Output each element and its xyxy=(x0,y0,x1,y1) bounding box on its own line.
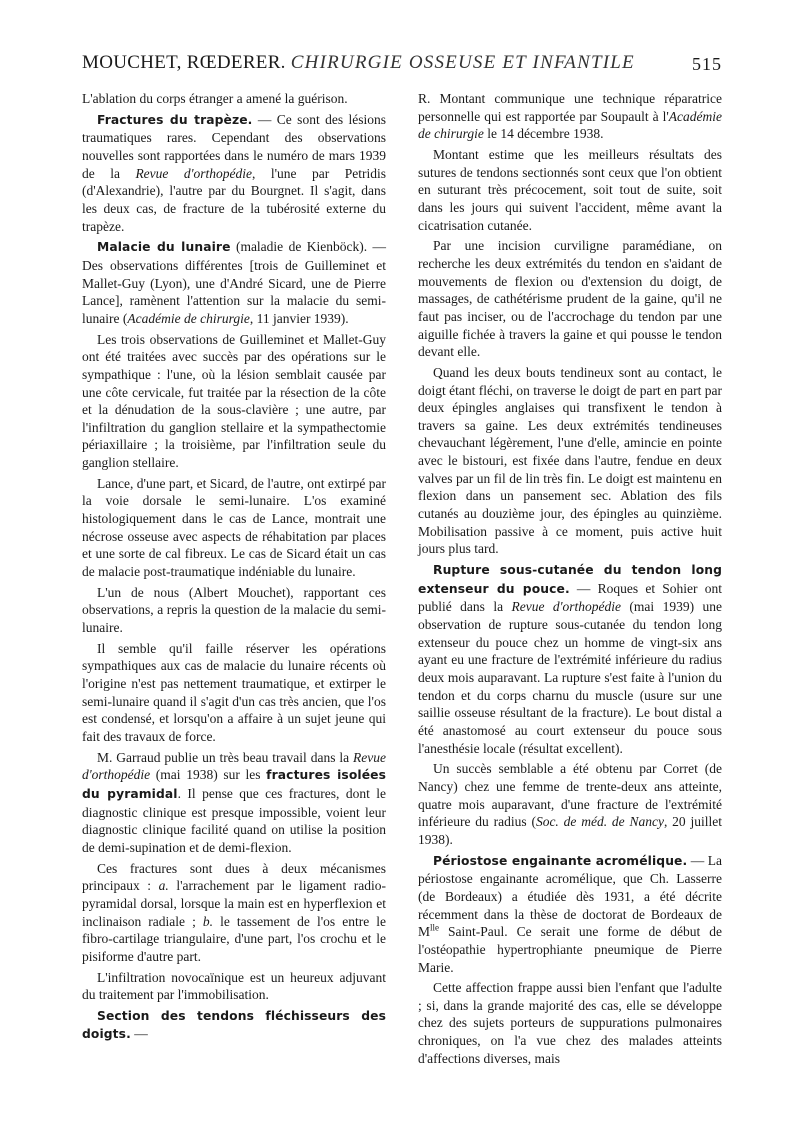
journal-citation: Académie de chirurgie xyxy=(418,108,722,142)
paragraph-text: — Roques et Sohier ont publié dans la xyxy=(418,580,722,615)
journal-citation: Soc. de méd. de Nancy xyxy=(535,814,664,830)
paragraph-text: L'un de nous (Albert Mouchet), rapportant ces observations, a repris la question de la malacie du semi-lunaire. xyxy=(82,584,386,636)
paragraph-text: , 11 janvier 1939). xyxy=(249,310,349,326)
paragraph-text: M. Garraud publie un très beau travail dans la xyxy=(97,749,354,765)
paragraph-text: l'arrachement par le ligament radio-pyramidal dorsal, lorsque la main est en hyperflexion et inclinaison radiale ; xyxy=(82,878,386,929)
paragraph-text: (maladie de Kienböck). — Des observations différentes [trois de Guilleminet et Mallet-Guy (Lyon), une d'André Sicard, une de Pierre Lance], ramènent l'attention sur la malacie du semi-lunaire ( xyxy=(82,239,386,326)
paragraph-text: L'infiltration novocaïnique est un heureux adjuvant du traitement par l'immobilisation. xyxy=(82,969,386,1003)
journal-citation: Revue d'orthopédie xyxy=(135,165,253,181)
journal-citation: Revue d'orthopédie xyxy=(82,749,386,783)
section-periostose xyxy=(418,852,722,977)
paragraph xyxy=(418,979,722,1067)
paragraph-text: (mai 1938) sur les xyxy=(150,767,267,783)
right-column xyxy=(418,90,722,1070)
header-journal-title: CHIRURGIE OSSEUSE ET INFANTILE xyxy=(290,52,635,73)
paragraph xyxy=(82,584,386,637)
paragraph-text: . Il pense que ces fractures, dont le diagnostic clinique est presque impossible, voient leur diagnostic clinique facilité quand on utilise la position de demi-supination et de demi-flexion. xyxy=(82,785,386,855)
header-authors: MOUCHET, RŒDERER. xyxy=(82,52,286,73)
section-fractures-trapeze xyxy=(82,111,386,236)
paragraph xyxy=(418,364,722,558)
section-heading: Rupture sous-cutanée du tendon long extenseur du pouce. xyxy=(418,563,722,596)
paragraph xyxy=(82,90,386,108)
paragraph xyxy=(82,860,386,966)
paragraph-text: , 20 juillet 1938). xyxy=(418,814,722,847)
superscript: lle xyxy=(430,922,440,933)
paragraph xyxy=(82,640,386,746)
paragraph xyxy=(82,331,386,472)
paragraph-text: Les trois observations de Guilleminet et Mallet-Guy ont été traitées avec succès par des opérations sur le sympathique : l'une, où la lésion semblait causée par une côte cervicale, fut traitée par la résection de la côte et la dénudation de la sous-clavière ; une autre, par l'infiltration du ganglion stellaire et la sympathectomie périaxillaire ; la troisième, par l'infiltration seule du ganglion stellaire. xyxy=(82,331,386,471)
paragraph-text: le tassement de l'os entre le fibro-cartilage triangulaire, d'une part, l'os crochu et le pisiforme d'autre part. xyxy=(82,913,386,964)
paragraph-text: Lance, d'une part, et Sicard, de l'autre, ont extirpé par la voie dorsale le semi-lunaire. L'os examiné histologiquement dans le cas de Lance, montrait une nécrose osseuse avec aspects de réhabitation par places et une sorte de cal fibreux. Le cas de Sicard était un cas de malacie post-traumatique indéniable du lunaire. xyxy=(82,475,386,580)
paragraph-text: , l'une par Petridis (d'Alexandrie), l'autre par du Bourgnet. Il s'agit, dans les deux cas, de fracture de la tubérosité externe du trapèze. xyxy=(82,165,386,234)
left-column xyxy=(82,90,386,1047)
journal-citation: Revue d'orthopédie xyxy=(511,599,622,615)
section-tendons-flechisseurs xyxy=(82,1007,386,1044)
paragraph-text: — Ce sont des lésions traumatiques rares. Cependant des observations nouvelles sont rapportées dans le numéro de mars 1939 de la xyxy=(82,111,386,181)
list-marker: b. xyxy=(202,913,214,929)
paragraph-text: L'ablation du corps étranger a amené la guérison. xyxy=(82,91,348,106)
section-heading: Fractures du trapèze. xyxy=(97,112,253,127)
paragraph-text: Saint-Paul. Ce serait une forme de début de l'ostéopathie hypertrophiante pneumique de Pierre Marie. xyxy=(418,924,722,975)
paragraph-text: (mai 1939) une observation de rupture sous-cutanée du tendon long extenseur du pouce chez un homme de vingt-six ans ayant eu une fracture de l'extrémité inférieure du radius deux mois auparavant. La rupture s'est faite à l'union du tendon et du corps charnu du muscle (usure sur une saillie osseuse résultant de la fracture). Le bout distal a été anastomosé au court extenseur du pouce sous l'anesthésie locale (résultat excellent). xyxy=(418,599,722,756)
section-heading: fractures isolées du pyramidal xyxy=(82,768,386,801)
paragraph-text: Un succès semblable a été obtenu par Corret (de Nancy) chez une femme de trente-deux ans atteinte, quatre mois auparavant, d'une fracture de l'extrémité inférieure du radius ( xyxy=(418,761,722,830)
paragraph xyxy=(418,760,722,848)
paragraph-text: Par une incision curviligne paramédiane, on recherche les deux extrémités du tendon en s'aidant de mouvements de flexion ou d'extension du doigt, de massages, de cathétérisme prudent de la gaine, qu'il ne faut pas inciser, ou de l'accrochage du tendon par une aiguille fichée à travers la gaine et qui pousse le tendon devant elle. xyxy=(418,238,722,360)
paragraph-text: Il semble qu'il faille réserver les opérations sympathiques aux cas de malacie du lunaire récents où l'origine n'est pas nettement traumatique, et extirper le semi-lunaire quand il s'agit d'un cas très ancien, que l'os est condensé, et lorsqu'on a affaire à un sujet jeune qui fait des travaux de force. xyxy=(82,640,386,744)
paragraph-text: Quand les deux bouts tendineux sont au contact, le doigt étant fléchi, on traverse le doigt de part en part par deux épingles anglaises qui transfixent le tendon à travers sa gaine. Les deux extrémités tendineuses chevauchant légèrement, l'une d'elle, amincie en pointe avec le bistouri, est fixée dans l'autre, fendue en deux valves par un fil de lin très fin. Le doigt est maintenu en flexion dans un pansement sec. Ablation des fils cutanés au douzième jour, des épingles au quinzième. Mobilisation passive à ce moment, puis active huit jours plus tard. xyxy=(418,364,722,557)
paragraph-text: Montant estime que les meilleurs résultats des sutures de tendons sectionnés sont ceux que l'on obtient en suturant très précocement, soit tout de suite, soit dans les jours qui suivent l'accident, même avant la cicatrisation cutanée. xyxy=(418,146,722,233)
paragraph xyxy=(418,90,722,143)
section-heading: Section des tendons fléchisseurs des doigts. xyxy=(82,1008,386,1042)
list-marker: a. xyxy=(158,878,169,894)
paragraph xyxy=(82,749,386,857)
paragraph-text: Cette affection frappe aussi bien l'enfant que l'adulte ; si, dans la grande majorité des cas, elle se développe chez des sujets porteurs de suppurations pulmonaires chroniques, on l'a vue chez des malades atteints d'affections diverses, mais xyxy=(418,980,722,1066)
running-header xyxy=(82,52,722,82)
section-rupture-tendon xyxy=(418,561,722,757)
paragraph-text: R. Montant communique une technique réparatrice personnelle qui est rapportée par Soupault à l' xyxy=(418,91,722,124)
paragraph xyxy=(418,146,722,234)
paragraph-text: Ces fractures sont dues à deux mécanismes principaux : xyxy=(82,860,386,894)
paragraph-text: le 14 décembre 1938. xyxy=(483,126,604,142)
paragraph xyxy=(82,969,386,1004)
page-number: 515 xyxy=(692,54,722,74)
paragraph xyxy=(418,237,722,361)
journal-citation: Académie de chirurgie xyxy=(127,310,250,326)
paragraph xyxy=(82,475,386,581)
section-heading: Malacie du lunaire xyxy=(97,240,231,255)
section-malacie-lunaire xyxy=(82,238,386,327)
paragraph-text: — xyxy=(130,1026,148,1042)
paragraph-text: — La périostose engainante acromélique, que Ch. Lasserre (de Bordeaux) a étudiée dès 1931, a été décrite récemment dans la thèse de doctorat de Bordeaux de M xyxy=(418,852,722,940)
section-heading: Périostose engainante acromélique. xyxy=(433,853,688,868)
